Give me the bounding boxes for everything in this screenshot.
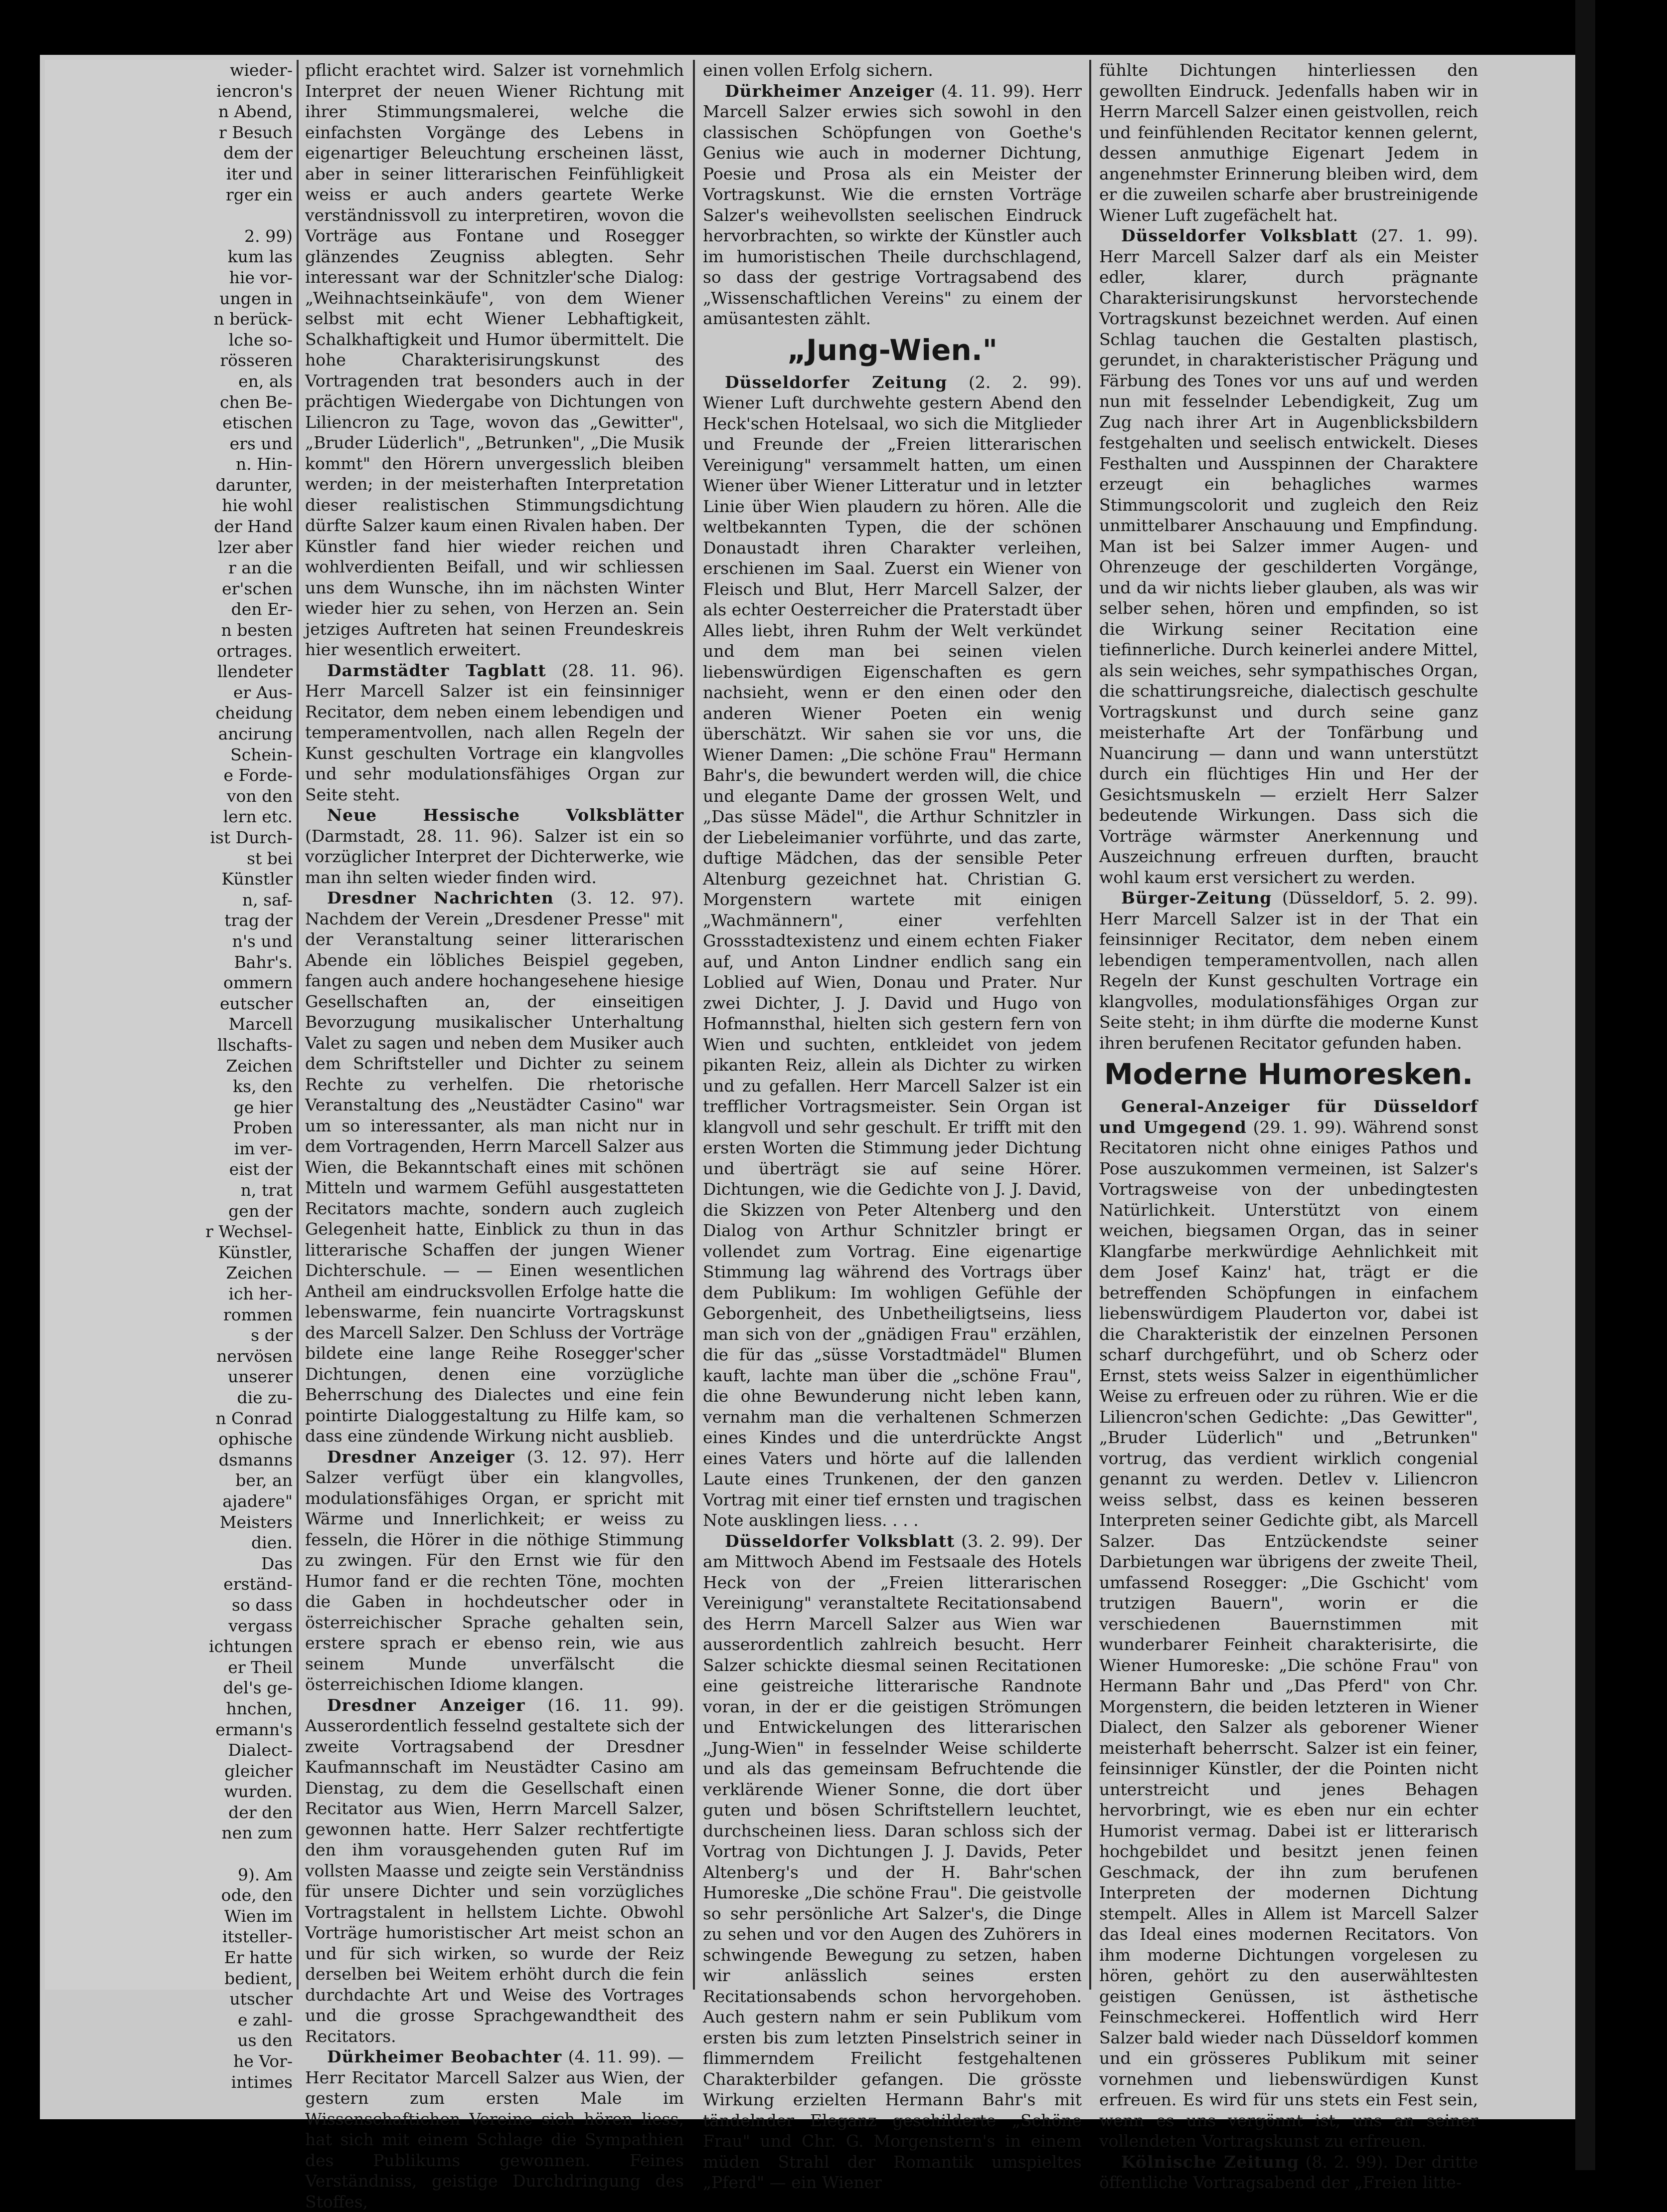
newspaper-source: General-Anzeiger für Düsseldorf und Umgegend bbox=[1099, 1097, 1478, 1137]
review-text: einen vollen Erfolg sichern. bbox=[703, 60, 933, 80]
review-text: (2. 2. 99). Wiener Luft durchwehte gestern Abend den Heck'schen Hotelsaal, wo sich die Mitglieder und Freunde der „Freien litterarischen Vereinigung" versammelt hatten, um einen Wiener über Wiener Litteratur und in letzter Linie über Wien plaudern zu hören. Alle die weltbekannten Typen, die der schönen Donaustadt ihren Charakter verleihen, erschienen im Saal. Zuerst ein Wiener von Fleisch und Blut, Herr Marcell Salzer, der als echter Oesterreicher die Praterstadt über Alles liebt, ihren Ruhm der Welt verkündet und dem man bei seinen vielen liebenswürdigen Eigenschaften es gern nachsieht, wenn er den einen oder den anderen Wiener Poeten ein wenig überschätzt. Wir sahen sie vor uns, die Wiener Damen: „Die schöne Frau" Hermann Bahr's, die bewundert werden will, die chice und elegante Dame der grossen Welt, und „Das süsse Mädel", die Arthur Schnitzler in der Liebeleimanier vorführte, und das zarte, duftige Mädchen, das der sensible Peter Altenburg gezeichnet hat. Christian G. Morgenstern wartete mit einigen „Wachmännern", einer verfehlten Grossstadtexistenz und einem echten Fiaker auf, und Anton Lindner endlich sang ein Loblied auf Wien, Donau und Prater. Nur zwei Dichter, J. J. David und Hugo von Hofmannsthal, hielten sich gestern fern von Wien und suchten, entkleidet von jedem pikanten Reiz, allein als Dichter zu wirken und zu gefallen. Herr Marcell Salzer ist ein trefflicher Vortragsmeister. Sein Organ ist klangvoll und sehr geschult. Er trifft mit den ersten Worten die Stimmung jeder Dichtung und überträgt sie auf seine Hörer. Dichtungen, wie die Gedichte von J. J. David, die Skizzen von Peter Altenberg und den Dialog von Arthur Schnitzler bringt er vollendet zum Vortrag. Eine eigenartige Stimmung lag während des Vortrags über dem Publikum: Im wohligen Gefühle der Geborgenheit, des Unbetheiligtseins, liess man sich von der „gnädigen Frau" erzählen, die für das „süsse Vorstadtmädel" Blumen kauft, lachte man über die „schöne Frau", die ohne Bewunderung nicht leben kann, vernahm man die verhaltenen Schmerzen eines Kindes und die unterdrückte Angst eines Vaters und hörte auf die lallenden Laute eines Trunkenen, der den ganzen Vortrag mit einer tief ernsten und tragischen Note ausklingen liess. . . . bbox=[703, 372, 1082, 1530]
strip-line: ortrages. bbox=[216, 641, 293, 661]
strip-line: r an die bbox=[228, 558, 293, 578]
review-paragraph bbox=[1099, 1096, 1478, 2152]
review-text: (27. 1. 99). Herr Marcell Salzer darf als ein Meister edler, klarer, durch prägnante Charakterisirungskunst hervorstechende Vortragskunst bezeichnet werden. Auf einen Schlag tauchen die Gestalten plastisch, gerundet, in charakteristischer Prägung und Färbung des Tones vor uns auf und werden nun mit fesselnder Lebendigkeit, Zug um Zug nach ihrer Art in Augenblicksbildern festgehalten und seelisch entwickelt. Dieses Festhalten und Ausspinnen der Charaktere erzeugt ein behagliches warmes Stimmungscolorit und zugleich den Reiz unmittelbarer Anschauung und Empfindung. Man ist bei Salzer immer Augen- und Ohrenzeuge der geschilderten Vorgänge, und da wir nichts lieber glauben, als was wir selber sehen, hören und empfinden, so ist die Wirkung seiner Recitation eine tiefinnerliche. Durch keinerlei andere Mittel, als sein weiches, sehr sympathisches Organ, die schattirungsreiche, dialectisch geschulte Vortragskunst und durch seine ganz meisterhafte Art der Tonfärbung und Nuancirung — dann und wann unterstützt durch ein flüchtiges Hin und Her der Gesichtsmuskeln — erzielt Herr Salzer bedeutende Wirkungen. Dass sich die Vorträge wärmster Anerkennung und Auszeichnung erfreuen durften, braucht wohl kaum erst versichert zu werden. bbox=[1099, 226, 1478, 887]
strip-line: n. Hin- bbox=[236, 454, 293, 474]
column-1 bbox=[305, 60, 684, 2212]
strip-line: den Er- bbox=[231, 599, 293, 619]
strip-line: hnchen, bbox=[226, 1698, 293, 1718]
newspaper-source: Darmstädter Tagblatt bbox=[327, 660, 546, 680]
strip-line: erständ- bbox=[223, 1574, 293, 1594]
strip-line: der den bbox=[228, 1802, 293, 1822]
review-paragraph bbox=[305, 805, 684, 888]
strip-line: r Besuch bbox=[219, 122, 293, 142]
strip-line: hie wohl bbox=[222, 496, 293, 516]
strip-line: lzer aber bbox=[218, 537, 293, 557]
review-text: (Düsseldorf, 5. 2. 99). Herr Marcell Salzer ist in der That ein feinsinniger Recitator, dem neben einem lebendigen temperamentvollen, nach allen Regeln der Kunst geschulten Vortrage ein klangvolles, modulationsfähiges Organ zur Seite steht; in ihm dürfte die moderne Kunst ihren berufenen Recitator gefunden haben. bbox=[1099, 888, 1478, 1053]
section-heading: Moderne Humoresken. bbox=[1104, 1057, 1474, 1091]
strip-line: cheidung bbox=[215, 703, 293, 723]
strip-line: iencron's bbox=[216, 81, 293, 101]
column-3 bbox=[1099, 60, 1479, 2192]
newspaper-source: Dresdner Anzeiger bbox=[327, 1695, 525, 1715]
strip-line: Dialect- bbox=[228, 1740, 293, 1760]
review-paragraph bbox=[305, 888, 684, 1447]
strip-line: Schein- bbox=[230, 744, 293, 764]
newspaper-source: Düsseldorfer Zeitung bbox=[725, 372, 948, 392]
strip-line: ophische bbox=[218, 1429, 293, 1449]
newspaper-source: Kölnische Zeitung bbox=[1121, 2152, 1300, 2172]
strip-line: 2. 99) bbox=[244, 226, 293, 246]
review-text: (8. 2. 99). Der dritte öffentliche Vortragsabend der „Freien litte- bbox=[1099, 2152, 1479, 2192]
strip-line bbox=[45, 1843, 297, 1864]
review-text: (4. 11. 99). — Herr Recitator Marcell Salzer aus Wien, der gestern zum ersten Male im Wissenschaftichen Vereine sich hören liess, hat sich mit einem Schlage die Sympathien des Publikums gewonnen. Feines Verständniss, geistige Durchdringung des Stoffes, bbox=[305, 2047, 684, 2212]
review-paragraph bbox=[305, 60, 684, 660]
review-paragraph bbox=[703, 1531, 1082, 2193]
strip-line: ich her- bbox=[228, 1284, 293, 1304]
review-paragraph bbox=[305, 2046, 684, 2212]
strip-line: n, saf- bbox=[242, 890, 293, 910]
strip-line: nervösen bbox=[216, 1346, 293, 1366]
strip-line: ancirung bbox=[218, 724, 293, 743]
strip-line: eist der bbox=[229, 1159, 293, 1179]
strip-line: so dass bbox=[232, 1595, 293, 1615]
strip-line: eutscher bbox=[219, 993, 293, 1013]
strip-line: rger ein bbox=[225, 184, 293, 204]
strip-line: kum las bbox=[227, 247, 293, 267]
strip-line: Künstler, bbox=[218, 1242, 293, 1262]
review-paragraph bbox=[703, 81, 1082, 329]
strip-line: von den bbox=[226, 786, 293, 806]
strip-line: st bei bbox=[247, 848, 293, 868]
strip-line: 9). Am bbox=[238, 1864, 293, 1884]
strip-line: trag der bbox=[224, 911, 293, 930]
review-text: (16. 11. 99). Ausserordentlich fesselnd gestaltete sich der zweite Vortragsabend der Dresdner Kaufmannschaft im Neustädter Casino am Dienstag, zu dem die Gesellschaft einen Recitator aus Wien, Herrn Marcell Salzer, gewonnen hatte. Herr Salzer rechtfertigte den ihm vorausgehenden guten Ruf im vollsten Maasse und zeigte sein Verständniss für unsere Dichter und sein vorzügliches Vortragstalent in hellstem Lichte. Obwohl Vorträge humoristischer Art meist schon an und für sich wirken, so wurde der Reiz derselben bei Weitem erhöht durch die fein durchdachte Art und Weise des Vortrages und die grosse Sprachgewandtheit des Recitators. bbox=[305, 1695, 684, 2046]
strip-line: dien. bbox=[251, 1533, 293, 1553]
review-paragraph bbox=[305, 1695, 684, 2047]
strip-line: ber, an bbox=[235, 1471, 293, 1490]
strip-line: lche so- bbox=[228, 330, 293, 350]
strip-line: n, trat bbox=[240, 1180, 293, 1200]
strip-line: Das bbox=[261, 1553, 293, 1573]
newspaper-source: Dresdner Anzeiger bbox=[327, 1447, 515, 1467]
column-2 bbox=[703, 60, 1082, 2192]
strip-line: der Hand bbox=[214, 517, 293, 537]
review-text: (3. 12. 97). Herr Salzer verfügt über ein klangvolles, modulationsfähiges Organ, er spricht mit Wärme und Innerlichkeit; er weiss zu fesseln, die Hörer in die nöthige Stimmung zu zwingen. Für den Ernst wie für den Humor fand er die rechten Töne, mochten die Gaben in hochdeutscher oder in österreichischer Sprache gehalten sein, erstere sprach er ebenso rein, wie aus seinem Munde unverfälscht die österreichischen Idiome klangen. bbox=[305, 1447, 684, 1694]
strip-line: ommern bbox=[223, 973, 293, 993]
strip-line: nen zum bbox=[221, 1823, 293, 1843]
strip-line: ichtungen bbox=[209, 1637, 293, 1657]
strip-line: er'schen bbox=[222, 578, 293, 598]
strip-line: ks, den bbox=[233, 1077, 293, 1097]
strip-line: unserer bbox=[227, 1367, 293, 1387]
review-text: fühlte Dichtungen hinterliessen den gewollten Eindruck. Jedenfalls haben wir in Herrn Marcell Salzer einen geistvollen, reich und feinfühlenden Recitator kennen gelernt, dessen anmuthige Eigenart Jedem in angenehmster Erinnerung bleiben wird, dem er die zuweilen scharfe aber brustreinigende Wiener Luft zugefächelt hat. bbox=[1099, 60, 1478, 225]
strip-line: n Abend, bbox=[218, 102, 293, 122]
strip-line: ermann's bbox=[215, 1719, 293, 1739]
column-divider-1 bbox=[693, 60, 695, 1990]
strip-line: Proben bbox=[233, 1118, 293, 1138]
strip-line: itsteller- bbox=[222, 1927, 293, 1947]
strip-line: im ver- bbox=[234, 1138, 293, 1158]
newspaper-source: Düsseldorfer Volksblatt bbox=[725, 1531, 955, 1551]
strip-line: Bahr's. bbox=[234, 952, 293, 972]
strip-line: wieder- bbox=[230, 60, 293, 80]
strip-line: gen der bbox=[228, 1201, 293, 1221]
review-paragraph bbox=[1099, 60, 1478, 225]
review-paragraph bbox=[305, 1447, 684, 1695]
strip-line: llendeter bbox=[217, 662, 293, 682]
strip-line: bedient, bbox=[224, 1968, 293, 1988]
strip-line: iter und bbox=[226, 164, 293, 184]
strip-line: Zeichen bbox=[226, 1263, 293, 1283]
newspaper-source: Neue Hessische Volksblätter bbox=[327, 805, 684, 825]
newspaper-source: Dürkheimer Anzeiger bbox=[725, 81, 935, 101]
strip-line: n's und bbox=[232, 931, 293, 951]
strip-line: er Theil bbox=[228, 1657, 293, 1677]
review-paragraph bbox=[305, 660, 684, 805]
strip-line: ers und bbox=[229, 433, 293, 453]
strip-line: etischen bbox=[222, 413, 293, 433]
strip-line: n besten bbox=[221, 620, 293, 640]
review-text: (3. 2. 99). Der am Mittwoch Abend im Festsaale des Hotels Heck von der „Freien litterarischen Vereinigung" veranstaltete Recitationsabend des Herrn Marcell Salzer aus Wien war ausserordentlich zahlreich besucht. Herr Salzer schickte diesmal seinen Recitationen eine geistreiche litterarische Randnote voran, in der er die geistigen Strömungen und Entwickelungen des litterarischen „Jung-Wien" in fesselnder Weise schilderte und als das gemeinsam Befruchtende die verklärende Wiener Sonne, die dort über guten und bösen Schriftstellern leuchtet, durchscheinen liess. Daran schloss sich der Vortrag von Dichtungen J. J. Davids, Peter Altenberg's und der H. Bahr'schen Humoreske „Die schöne Frau". Die geistvolle so sehr persönliche Art Salzer's, die Dinge zu sehen und vor den Augen des Zuhörers in schwingende Bewegung zu setzen, haben wir anlässlich seines ersten Recitationsabends schon hervorgehoben. Auch gestern nahm er sein Publikum vom ersten bis zum letzten Pinselstrich seiner in flimmerndem Freilicht festgehaltenen Charakterbilder gefangen. Die grösste Wirkung erzielten Hermann Bahr's mit tändelnder Eleganz geschilderte „Schöne Frau" und Chr. G. Morgenstern's in einem müden Strahl der Romantik umspieltes „Pferd" — ein Wiener bbox=[703, 1531, 1082, 2192]
strip-line: dsmanns bbox=[218, 1450, 293, 1470]
review-text: (4. 11. 99). Herr Marcell Salzer erwies sich sowohl in den classischen Schöpfungen von Goethe's Genius wie auch in moderner Dichtung, Poesie und Prosa als ein Meister der Vortragskunst. Wie die ernsten Vorträge Salzer's weihevollsten seelischen Eindruck hervorbrachten, so wirkte der Künstler auch im humoristischen Theile durchschlagend, so dass der gestrige Vortragsabend des „Wissenschaftlichen Vereins" zu einem der amüsantesten zählt. bbox=[703, 81, 1082, 328]
strip-line: rommen bbox=[223, 1304, 293, 1324]
section-heading: „Jung-Wien." bbox=[787, 333, 998, 367]
strip-line: r Wechsel- bbox=[205, 1222, 293, 1242]
strip-line: die zu- bbox=[237, 1388, 293, 1407]
newspaper-source: Dresdner Nachrichten bbox=[327, 888, 554, 908]
review-paragraph bbox=[1099, 2152, 1478, 2193]
strip-line: intimes bbox=[231, 2072, 293, 2092]
strip-line: e zahl- bbox=[237, 2010, 293, 2029]
review-text: (29. 1. 99). Während sonst Recitatoren nicht ohne einiges Pathos und Pose auszukommen vermeinen, ist Salzer's Vortragsweise von der unbedingtesten Natürlichkeit. Unterstützt von einem weichen, biegsamen Organ, das in seiner Klangfarbe merkwürdige Aehnlichkeit mit dem Josef Kainz' hat, trägt er die betreffenden Schöpfungen in einfachem liebenswürdigem Plauderton vor, dabei ist die Charakteristik der einzelnen Personen scharf durchgeführt, und ob Scherz oder Ernst, stets weiss Salzer in eigenthümlicher Weise zu erfreuen oder zu rühren. Wie er die Liliencron'schen Gedichte: „Das Gewitter", „Bruder Lüderlich" und „Betrunken" vortrug, das verdient wirklich congenial genannt zu werden. Detlev v. Liliencron weiss selbst, dass es keinen besseren Interpreten seiner Gedichte gibt, als Marcell Salzer. Das Entzückendste seiner Darbietungen war übrigens der zweite Theil, umfassend Rosegger: „Die Gschicht' vom trutzigen Bauern", worin er die verschiedenen Bauernstimmen mit wunderbarer Feinheit charakterisirte, die Wiener Humoreske: „Die schöne Frau" von Hermann Bahr und „Das Pferd" von Chr. Morgenstern, die beiden letzteren in Wiener Dialect, den Salzer als geborener Wiener meisterhaft beherrscht. Salzer ist ein feiner, feinsinniger Künstler, der die Pointen nicht unterstreicht und jenes Behagen hervorbringt, wie es eben nur ein echter Humorist vermag. Dabei ist er litterarisch hochgebildet und besitzt jenen feinen Geschmack, der ihn zum berufenen Interpreten der modernen Dichtung stempelt. Alles in Allem ist Marcell Salzer das Ideal eines modernen Recitators. Von ihm moderne Dichtungen vorgelesen zu hören, gehört zu den auserwähltesten geistigen Genüssen, ist ästhetische Feinschmeckerei. Hoffentlich wird Herr Salzer bald wieder nach Düsseldorf kommen und ein grösseres Publikum mit seiner vornehmen und liebenswürdigen Kunst erfreuen. Es wird für uns stets ein Fest sein, wenn es uns vergönnt ist, uns an seiner vollendeten Vortragskunst zu erfreuen. bbox=[1099, 1117, 1479, 2151]
strip-line: dem der bbox=[223, 143, 293, 163]
strip-line bbox=[45, 205, 297, 226]
strip-line: chen Be- bbox=[220, 392, 293, 412]
strip-line: n Conrad bbox=[215, 1408, 293, 1428]
review-paragraph bbox=[703, 60, 1082, 81]
strip-line: rösseren bbox=[220, 351, 293, 370]
strip-line: ode, den bbox=[221, 1885, 293, 1905]
strip-line: wurden. bbox=[224, 1782, 293, 1802]
review-text: (Darmstadt, 28. 11. 96). Salzer ist ein so vorzüglicher Interpret der Dichterwerke, wie man ihn selten wieder finden wird. bbox=[305, 826, 684, 887]
newspaper-source: Dürkheimer Beobachter bbox=[327, 2047, 562, 2066]
strip-line: gleicher bbox=[224, 1761, 293, 1781]
strip-line: Zeichen bbox=[226, 1056, 293, 1076]
left-clipped-column bbox=[45, 60, 299, 2092]
review-paragraph bbox=[1099, 888, 1478, 1053]
strip-line: us den bbox=[237, 2030, 293, 2050]
strip-line: lern etc. bbox=[223, 807, 293, 827]
strip-line: ist Durch- bbox=[210, 827, 293, 847]
strip-line: llschafts- bbox=[217, 1035, 293, 1055]
strip-line: s der bbox=[251, 1325, 293, 1345]
strip-line: del's ge- bbox=[223, 1678, 293, 1698]
page-fold-edge bbox=[1575, 0, 1595, 2170]
strip-line: Er hatte bbox=[224, 1948, 293, 1968]
review-paragraph bbox=[1099, 225, 1478, 888]
strip-line: darunter, bbox=[215, 475, 293, 495]
strip-line: he Vor- bbox=[233, 2051, 293, 2071]
strip-line: er Aus- bbox=[233, 682, 293, 702]
strip-line: n berück- bbox=[213, 309, 293, 329]
strip-line: ajadere" bbox=[222, 1491, 293, 1511]
strip-line: ge hier bbox=[233, 1097, 293, 1117]
column-divider-2 bbox=[1089, 60, 1091, 1990]
newspaper-source: Düsseldorfer Volksblatt bbox=[1121, 226, 1358, 245]
review-text: (28. 11. 96). Herr Marcell Salzer ist ein feinsinniger Recitator, dem neben einem lebendigen und temperamentvollen, nach allen Regeln der Kunst geschulten Vortrage ein klangvolles und sehr modulationsfähiges Organ zur Seite steht. bbox=[305, 660, 684, 804]
review-text: pflicht erachtet wird. Salzer ist vornehmlich Interpret der neuen Wiener Richtung mit ihrer Stimmungsmalerei, welche die einfachsten Vorgänge des Lebens in eigenartiger Beleuchtung erscheinen lässt, aber in seiner litterarischen Feinfühligkeit weiss er auch anders geartete Werke verständnissvoll zu interpretiren, wovon die Vorträge aus Fontane und Rosegger glänzendes Zeugniss ablegten. Sehr interessant war der Schnitzler'sche Dialog: „Weihnachtseinkäufe", von dem Wiener selbst mit echt Wiener Lebhaftigkeit, Schalkhaftigkeit und Humor übermittelt. Die hohe Charakterisirungskunst des Vortragenden trat besonders auch in der prächtigen Wiedergabe von Dichtungen von Liliencron zu Tage, wovon das „Gewitter", „Bruder Lüderlich", „Betrunken", „Die Musik kommt" den Hörern unvergesslich bleiben werden; in der meisterhaften Interpretation dieser realistischen Stimmungsdichtung dürfte Salzer kaum einen Rivalen haben. Der Künstler fand hier wieder reichen und wohlverdienten Beifall, und wir schliessen uns dem Wunsche, ihn im nächsten Winter wieder hier zu sehen, von Herzen an. Sein jetziges Auftreten hat seinen Freundeskreis hier wesentlich erweitert. bbox=[305, 60, 684, 659]
strip-line: e Forde- bbox=[223, 765, 293, 785]
strip-line: Wien im bbox=[224, 1906, 293, 1926]
strip-line: Meisters bbox=[219, 1512, 293, 1532]
review-paragraph bbox=[703, 372, 1082, 1531]
strip-line: Künstler bbox=[221, 869, 293, 889]
newspaper-source: Bürger-Zeitung bbox=[1121, 888, 1272, 908]
strip-line: en, als bbox=[238, 371, 293, 391]
strip-line: hie vor- bbox=[229, 267, 293, 287]
strip-line: utscher bbox=[229, 1989, 293, 2009]
strip-line: Marcell bbox=[228, 1014, 293, 1034]
strip-line: ungen in bbox=[219, 288, 293, 308]
strip-line: vergass bbox=[228, 1616, 293, 1636]
review-text: (3. 12. 97). Nachdem der Verein „Dresdener Presse" mit der Veranstaltung seiner litterarischen Abende ein löbliches Beispiel gegeben, fangen auch andere hochangesehene hiesige Gesellschaften an, der einseitigen Bevorzugung musikalischer Unterhaltung Valet zu sagen und neben dem Musiker auch dem Schriftsteller und Dichter zu seinem Rechte zu verhelfen. Die rhetorische Veranstaltung des „Neustädter Casino" war um so interessanter, als man nicht nur in dem Vortragenden, Herrn Marcell Salzer aus Wien, die Bekanntschaft eines mit schönen Mitteln und warmem Gefühl ausgestatteten Recitators machte, sondern auch zugleich Gelegenheit hatte, Einblick zu thun in das litterarische Schaffen der jungen Wiener Dichterschule. — — Einen wesentlichen Antheil am eindrucksvollen Erfolge hatte die lebenswarme, fein nuancirte Vortragskunst des Marcell Salzer. Den Schluss der Vorträge bildete eine lange Reihe Rosegger'scher Dichtungen, denen eine vorzügliche Beherrschung des Dialectes und eine fein pointirte Dialoggestaltung zu Hilfe kam, so dass eine zündende Wirkung nicht ausblieb. bbox=[305, 888, 684, 1446]
